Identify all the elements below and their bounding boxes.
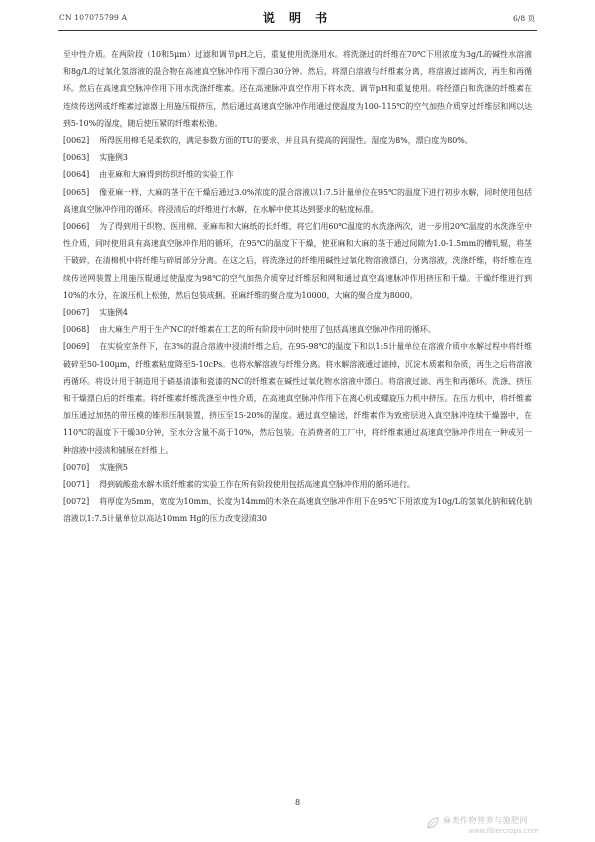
page-number: 8 [294, 798, 301, 807]
patent-number: CN 107075799 A [59, 13, 128, 22]
paragraph [63, 184, 532, 218]
section-heading [63, 166, 532, 183]
paragraph-number: [0063] [63, 153, 90, 163]
paragraph [63, 321, 532, 338]
paragraph-number: [0071] [63, 480, 90, 490]
paragraph-number: [0072] [63, 497, 90, 507]
watermark-leaf-icon [426, 816, 440, 830]
paragraph-text: 像亚麻一样，大麻的茎干在干燥后通过3.0%浓度的混合溶液以1:7.5计量单位在95℃的温度下进行初步水解，同时使用包括高速真空脉冲作用的循环。将浸渍后的纤维进行水解，在水解中使其达到要求的粘度标准。 [63, 187, 532, 214]
paragraph-text: 在实验室条件下，在3%的混合溶液中浸渍纤维之后，在95-98℃的温度下和以1:5计量单位在溶液介质中水解过程中将纤维破碎至50-100μm，纤维素粘度降至5-10cPs。也将水解溶液与纤维分离。将水解溶液通过滤掉，沉淀木质素和杂质，再生之后将溶液再循环。将设计用于制造用于硝基清漆和瓷漆的NC的纤维素在碱性过氧化物水溶液中漂白。将溶液过滤、再生和再循环。洗涤、挤压和干燥漂白后的纤维素。将纤维素纤维洗涤至中性介质，在高速真空脉冲作用下在离心机或螺旋压力机中挤压。在压力机中，将纤维素加压通过加热的带压模的锥形压制装置，挤压至15-20%的湿度。通过真空输送，纤维素作为致密层进入真空脉冲连续干燥器中，在110℃的温度下干燥30分钟，至水分含量不高于10%，然后包装。在消费者的工厂中，将纤维素通过高速真空脉冲作用在一种或另一种溶液中浸渍和铺展在纤维上。 [63, 342, 532, 455]
paragraph-number: [0066] [63, 222, 90, 232]
paragraph [63, 46, 532, 132]
document-body [63, 46, 532, 528]
paragraph-text: 实施例4 [99, 308, 128, 318]
paragraph-number: [0062] [63, 136, 90, 146]
section-heading [63, 149, 532, 166]
page-of-total: 6/8 页 [513, 14, 535, 23]
paragraph [63, 132, 532, 149]
paragraph-text: 由大麻生产用于生产NC的纤维素在工艺的所有阶段中同时使用了包括高速真空脉冲作用的循环。 [99, 325, 436, 335]
paragraph-number: [0068] [63, 325, 90, 335]
paragraph [63, 338, 532, 458]
paragraph [63, 493, 532, 527]
paragraph-text: 实施例5 [99, 462, 128, 472]
paragraph-number: [0070] [63, 462, 90, 472]
paragraph-text: 所得医用棉毛是柔软的，满足参数方面的TU的要求，并且具有提高的润湿性。湿度为8%，漂白度为80%。 [99, 136, 473, 146]
document-title: 说 明 书 [262, 11, 333, 25]
paragraph-text: 为了得到用于织物、医用棉、亚麻布和大麻纸的长纤维，将它们用60℃温度的水洗涤两次，进一步用20℃温度的水洗涤至中性介质，同时使用具有高速真空脉冲作用的循环，在95℃的温度下干燥，使亚麻和大麻的茎干通过间隙为1.0-1.5mm的槽轧辊，将茎干破碎，在清棉机中将纤维与碎屑部分分离。在这之后，将洗涤过的纤维用碱性过氧化物溶液漂白，分离溶液，洗涤纤维，将纤维在连续传送网装置上用施压辊通过使温度为98℃的空气加热介质穿过纤维层和网和通过真空高速脉冲作用挤压和干燥。干燥纤维进行到10%的水分，在滚压机上松弛，然后包装成捆。亚麻纤维的聚合度为10000，大麻的聚合度为8000。 [63, 222, 532, 300]
section-heading [63, 459, 532, 476]
paragraph-number: [0069] [63, 342, 90, 352]
watermark-url: www.fibercrops.com [468, 827, 539, 835]
paragraph [63, 476, 532, 493]
paragraph-text: 实施例3 [99, 153, 128, 163]
header-divider [58, 30, 537, 31]
paragraph [63, 218, 532, 304]
paragraph-text: 将厚度为5mm，宽度为10mm、长度为14mm的木条在高速真空脉冲作用下在95℃下用浓度为10g/L的氢氧化钠和硫化钠溶液以1:7.5计量单位以高达10mm Hg的压力改变浸渍30 [63, 497, 532, 524]
paragraph-text: 至中性介质。在两阶段（10和5μm）过滤和调节pH之后，重复使用洗涤用水。将洗涤过的纤维在70℃下用浓度为3g/L的碱性水溶液和8g/L的过氧化氢溶液的混合物在高速真空脉冲作用下漂白30分钟。然后，将漂白溶液与纤维素分离，将溶液过滤两次，再生和再循环。然后在高速真空脉冲作用下用水洗涤纤维素。还在高速脉冲真空作用下将水洗、调节pH和重复使用。将经漂白和洗涤的纤维素在连续传送网或纤维素过滤器上用施压辊挤压，然后通过高速真空脉冲作用通过使温度为100-115℃的空气加热介质穿过纤维层和网以达到5-10%的湿度，随后使压紧的纤维素松弛。 [63, 50, 532, 128]
paragraph-number: [0065] [63, 187, 90, 197]
paragraph-number: [0064] [63, 170, 90, 180]
paragraph-number: [0067] [63, 308, 90, 318]
paragraph-text: 由亚麻和大麻得到纺织纤维的实验工作 [99, 170, 234, 180]
watermark-site-name: 麻类作物营养与施肥网 [443, 816, 528, 825]
section-heading [63, 304, 532, 321]
paragraph-text: 得到硫酸盐水解木质纤维素的实验工作在所有阶段使用包括高速真空脉冲作用的循环进行。 [99, 480, 415, 490]
page-header [0, 0, 595, 32]
